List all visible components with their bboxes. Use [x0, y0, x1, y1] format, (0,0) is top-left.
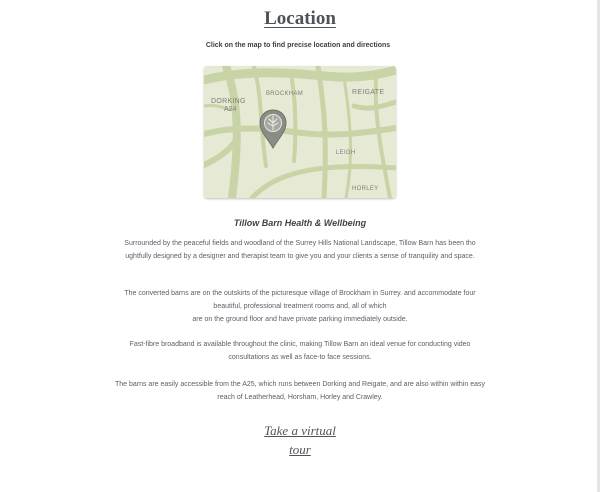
barns-paragraph: The converted barns are on the outskirts of the picturesque village of Brockham in Surrey. and accommodate four beautiful, professional treatment rooms and, all of which are on the ground floor and have private parking immediately outside. [124, 290, 476, 323]
location-map[interactable] [204, 66, 396, 198]
map-label-horley: HORLEY [352, 186, 379, 192]
access-paragraph: The barns are easily accessible from the A25, which runs between Dorking and Reigate, and are also within within easy reach of Leatherhead, Horsham, Horley and Crawley. [114, 381, 486, 401]
intro-paragraph: Surrounded by the peaceful fields and woodland of the Surrey Hills National Landscape, Tillow Barn has been tho ughtfully designed by a designer and therapist team to give you and your clients a sense of tranquility and space. [124, 240, 476, 260]
map-label-brockham: BROCKHAM [266, 91, 304, 97]
map-caption: Click on the map to find precise location and directions [205, 42, 391, 49]
map-label-dorking: DORKING [211, 98, 246, 105]
map-label-reigate: REIGATE [352, 89, 385, 96]
map-label-leigh: LEIGH [336, 150, 356, 156]
business-name: Tillow Barn Health & Wellbeing [233, 218, 367, 228]
virtual-tour-link[interactable]: Take a virtual tour [264, 423, 336, 457]
map-label-a24: A24 [224, 106, 237, 113]
broadband-paragraph: Fast-fibre broadband is available throughout the clinic, making Tillow Barn an ideal venue for conducting video consultations as well as face-to face sessions. [129, 341, 471, 361]
page-title: Location [264, 8, 336, 29]
location-pin-icon[interactable] [259, 109, 287, 149]
